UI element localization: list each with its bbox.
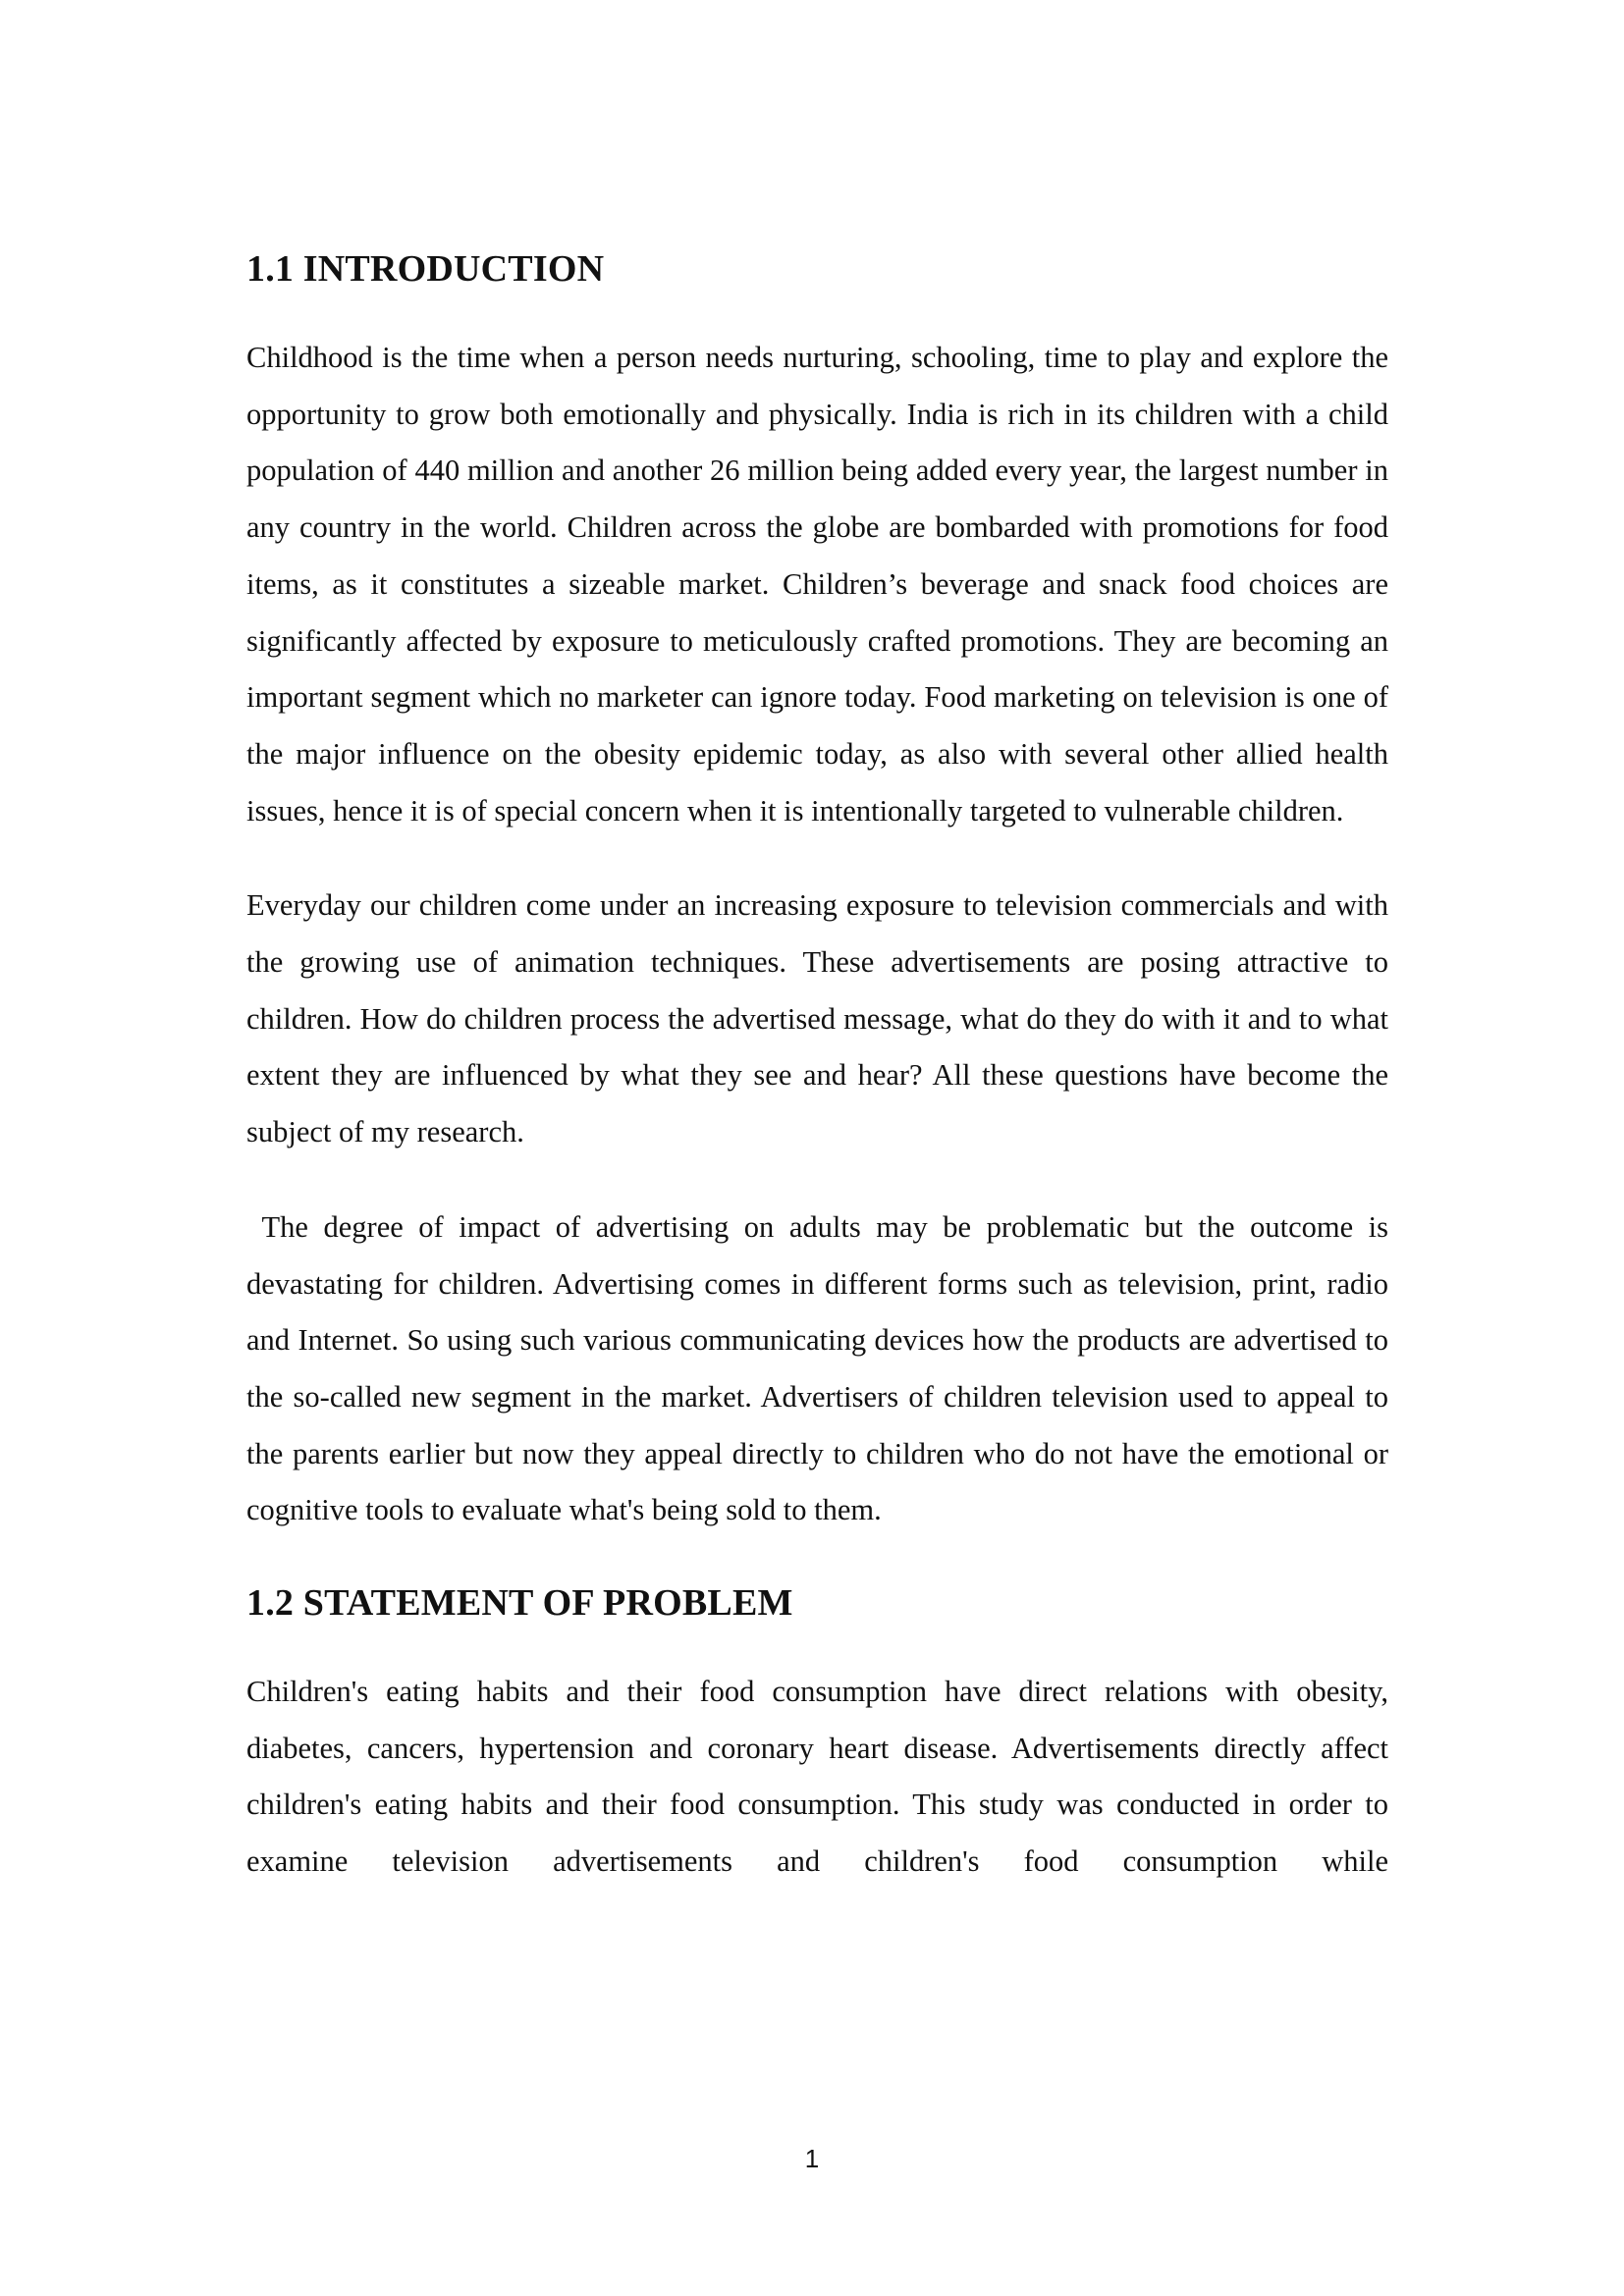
introduction-paragraph-1: Childhood is the time when a person needs nurturing, schooling, time to play and explore the opportunity to grow both emotionally and physically. India is rich in its children with a child population of 440 million and another 26 million being added every year, the largest number in any country in the world. Children across the globe are bombarded with promotions for food items, as it constitutes a sizeable market. Children’s beverage and snack food choices are significantly affected by exposure to meticulously crafted promotions. They are becoming an important segment which no marketer can ignore today. Food marketing on television is one of the major influence on the obesity epidemic today, as also with several other allied health issues, hence it is of special concern when it is intentionally targeted to vulnerable children. bbox=[246, 341, 1388, 828]
section-introduction bbox=[246, 243, 1396, 1539]
introduction-paragraph-2: Everyday our children come under an increasing exposure to television commercials and with the growing use of animation techniques. These advertisements are posing attractive to children. How do children process the advertised message, what do they do with it and to what extent they are influenced by what they see and hear? All these questions have become the subject of my research. bbox=[246, 888, 1388, 1149]
statement-of-problem-paragraph-1: Children's eating habits and their food consumption have direct relations with obesity, diabetes, cancers, hypertension and coronary heart disease. Advertisements directly affect children's eating habits and their food consumption. This study was conducted in order to examine television advertisements and children's food consumption while bbox=[246, 1675, 1388, 1879]
page-number: 1 bbox=[804, 2144, 820, 2173]
introduction-paragraph-3: The degree of impact of advertising on adults may be problematic but the outcome is devastating for children. Advertising comes in different forms such as television, print, radio and Internet. So using such various communicating devices how the products are advertised to the so-called new segment in the market. Advertisers of children television used to appeal to the parents earlier but now they appeal directly to children who do not have the emotional or cognitive tools to evaluate what's being sold to them. bbox=[246, 1209, 1396, 1527]
section-statement-of-problem bbox=[246, 1577, 1388, 1891]
section-heading-statement-of-problem: 1.2 STATEMENT OF PROBLEM bbox=[246, 1582, 793, 1625]
page-content bbox=[246, 243, 1396, 1929]
section-heading-introduction: 1.1 INTRODUCTION bbox=[246, 248, 605, 290]
